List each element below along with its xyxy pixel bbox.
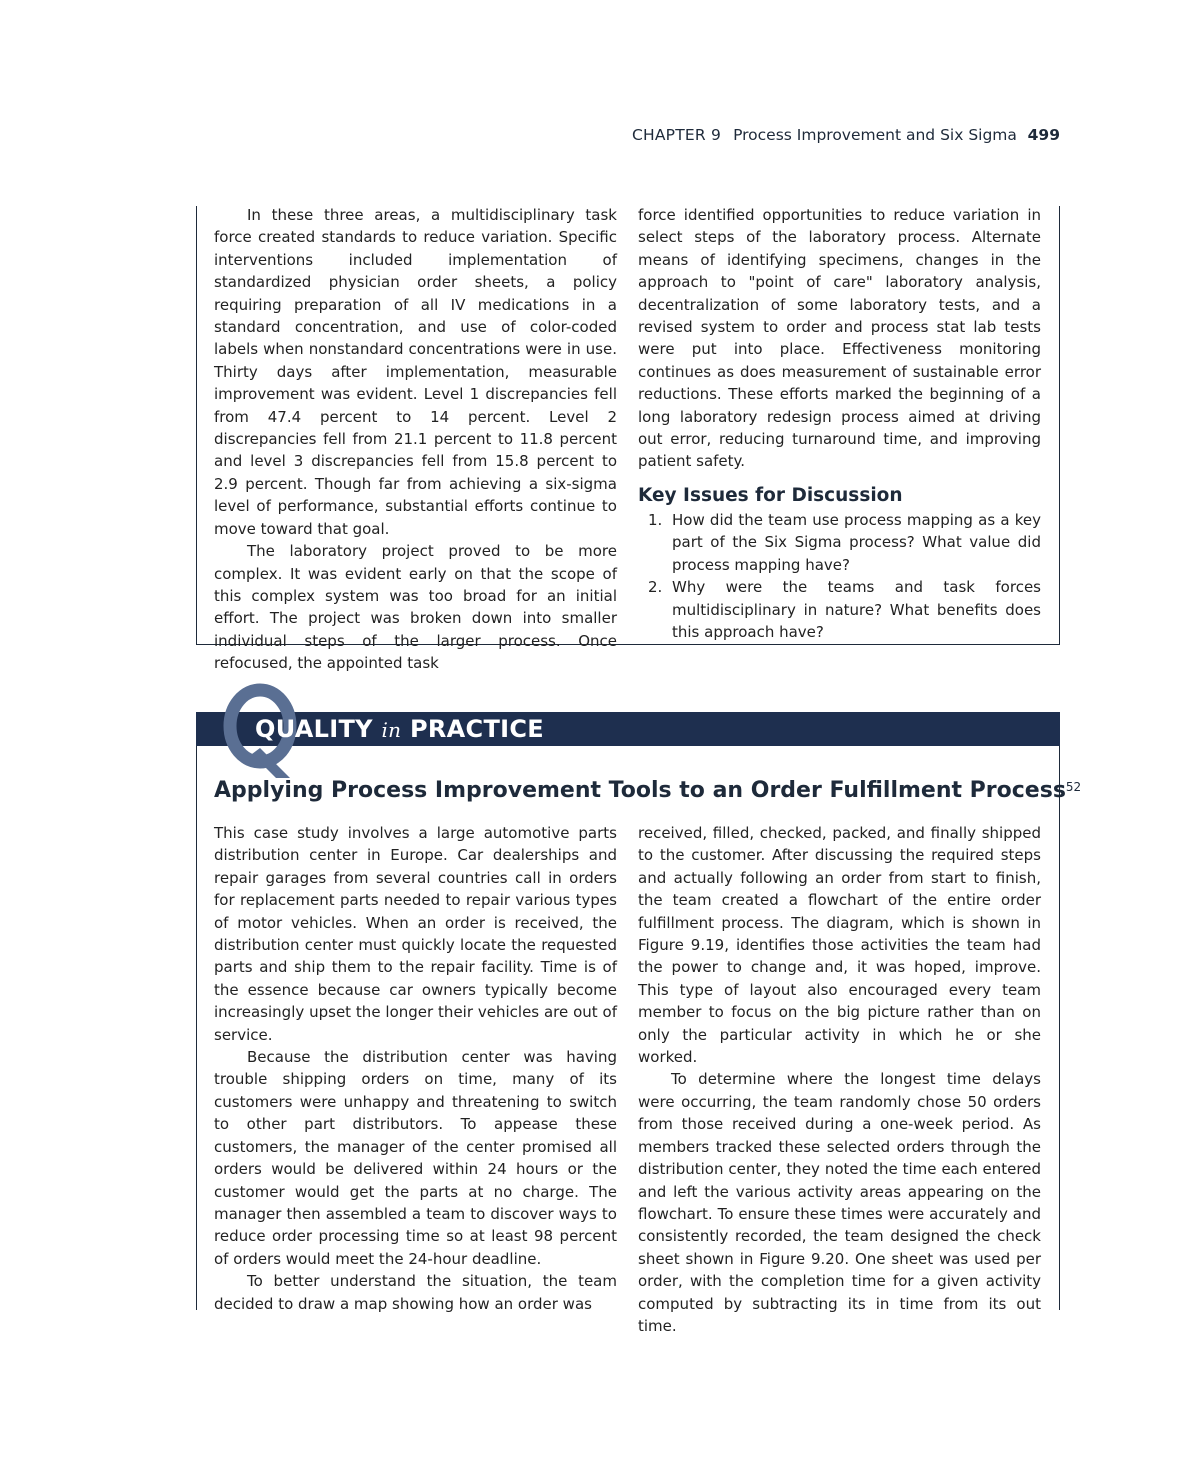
list-item — [638, 509, 1041, 576]
paragraph: This case study involves a large automotive parts distribution center in Europe. Car dealerships and repair garages from several countries call in orders for replacement parts needed to repair various types of motor vehicles. When an order is received, the distribution center must quickly locate the requested parts and ship them to the repair facility. Time is of the essence because car owners typically become increasingly upset the longer their vehicles are out of service. — [214, 824, 617, 1044]
paragraph: The laboratory project proved to be more complex. It was evident early on that the scope of this complex system was too broad for an initial effort. The project was broken down into smaller individual steps of the larger process. Once refocused, the appointed task — [214, 542, 617, 673]
list-item-text: How did the team use process mapping as a key part of the Six Sigma process? What value did process mapping have? — [672, 510, 1041, 574]
qip-right-column — [638, 822, 1041, 1337]
paragraph: force identified opportunities to reduce variation in select steps of the laboratory process. Alternate means of identifying specimens, changes in the approach to "point of care" laboratory analysis, decentralization of some laboratory tests, and a revised system to order and process stat lab tests were put into place. Effectiveness monitoring continues as does measurement of sustainable error reductions. These efforts marked the beginning of a long laboratory redesign process aimed at driving out error, reducing turnaround time, and improving patient safety. — [638, 206, 1041, 471]
case1-right-column — [638, 204, 1041, 643]
paragraph: Because the distribution center was having trouble shipping orders on time, many of its customers were unhappy and threatening to switch to other part distributors. To appease these customers, the manager of the center promised all orders would be delivered within 24 hours or the customer would get the parts at no charge. The manager then assembled a team to discover ways to reduce order processing time so at least 98 percent of orders would meet the 24-hour deadline. — [214, 1048, 617, 1268]
footnote-ref: 52 — [1065, 780, 1082, 794]
list-number: 2. — [648, 578, 663, 597]
banner-in: in — [381, 718, 402, 742]
list-item-text: Why were the teams and task forces multidisciplinary in nature? What benefits does this approach have? — [672, 578, 1041, 641]
paragraph: received, filled, checked, packed, and finally shipped to the customer. After discussing the required steps and actually following an order from start to finish, the team created a flowchart of the entire order fulfillment process. The diagram, which is shown in Figure 9.19, identifies those activities the team had the power to change and, it was hoped, improve. This type of layout also encouraged every team member to focus on the big picture rather than on only the particular activity in which he or she worked. — [638, 824, 1041, 1067]
chapter-label: CHAPTER 9 — [632, 126, 722, 144]
banner-title — [255, 712, 544, 746]
qip-left-column — [214, 822, 617, 1315]
case1-left-column — [214, 204, 617, 675]
running-header — [632, 126, 1060, 144]
key-issues-list — [638, 509, 1041, 643]
paragraph: To better understand the situation, the team decided to draw a map showing how an order was — [214, 1272, 617, 1313]
list-item — [638, 576, 1041, 643]
page-number: 499 — [1027, 126, 1060, 144]
key-issues-heading: Key Issues for Discussion — [638, 484, 903, 506]
chapter-title: Process Improvement and Six Sigma — [733, 126, 1017, 144]
paragraph: To determine where the longest time delays were occurring, the team randomly chose 50 orders from those received during a one-week period. As members tracked these selected orders through the distribution center, they noted the time each entered and left the various activity areas appearing on the flowchart. To ensure these times were accurately and consistently recorded, the team designed the check sheet shown in Figure 9.20. One sheet was used per order, with the completion time for a given activity computed by subtracting its in time from its out time. — [638, 1070, 1041, 1335]
banner-quality: QUALITY — [255, 715, 373, 743]
list-number: 1. — [648, 510, 663, 529]
paragraph: In these three areas, a multidisciplinary task force created standards to reduce variation. Specific interventions included implementation of standardized physician order sheets, a policy requiring preparation of all IV medications in a standard concentration, and use of color-coded labels when nonstandard concentrations were in use. Thirty days after implementation, measurable improvement was evident. Level 1 discrepancies fell from 47.4 percent to 14 percent. Level 2 discrepancies fell from 21.1 percent to 11.8 percent and level 3 discrepancies fell from 15.8 percent to 2.9 percent. Though far from achieving a six-sigma level of performance, substantial efforts continue to move toward that goal. — [214, 206, 617, 538]
case-title — [214, 778, 1082, 803]
case-title-text: Applying Process Improvement Tools to an Order Fulfillment Process — [214, 778, 1066, 803]
banner-practice: PRACTICE — [410, 715, 544, 743]
